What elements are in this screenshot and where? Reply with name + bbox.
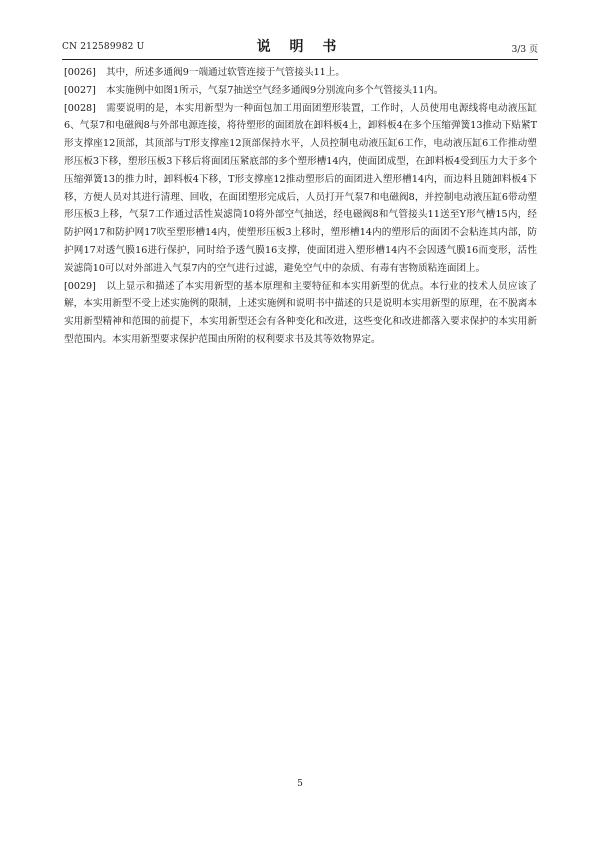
document-number: CN 212589982 U [62,42,145,52]
paragraph-text: 本实施例中如图1所示，气泵7抽送空气经多通阀9分别流向多个气管接头11内。 [106,84,444,96]
paragraph-number: [0028] [64,102,96,114]
document-title: 说 明 书 [256,39,344,55]
paragraph-0028 [64,100,537,278]
paragraph-text: 其中，所述多通阀9一端通过软管连接于气管接头11上。 [106,67,345,78]
page-counter: 3/3 页 [511,45,538,55]
paragraph-0029 [64,278,537,349]
paragraph-number: [0027] [64,84,96,96]
page-header [62,36,538,58]
page-number: 5 [297,779,303,789]
paragraph-text: 需要说明的是，本实用新型为一种面包加工用面团塑形装置，工作时，人员使用电源线将电动液压缸6、气泵7和电磁阀8与外部电源连接，将待塑形的面团放在卸料板4上，卸料板4在多个压缩弹簧13推动下贴紧T形支撑座12顶部，其顶部与T形支撑座12顶部保持水平，人员控制电动液压缸6工作，电动液压缸6工作推动塑形压板3下移，塑形压板3下移后将面团压紧底部的多个塑形槽14内，使面团成型，在卸料板4受到压力大于多个压缩弹簧13的推力时，卸料板4下移，T形支撑座12推动塑形后的面团进入塑形槽14内，而边料且随卸料板4下移，方便人员对其进行清理、回收，在面团塑形完成后，人员打开气泵7和电磁阀8，并控制电动液压缸6带动塑形压板3上移，气泵7工作通过活性炭滤筒10将外部空气抽送，经电磁阀8和气管接头11送至Y形气槽15内，经防护网17和防护网17吹至塑形槽14内，使塑形压板3上移时，塑形槽14内的塑形后的面团不会粘连其内部，防护网17对透气膜16进行保护，同时给予透气膜16支撑，使面团进入塑形槽14内不会因透气膜16而变形，活性炭滤筒10可以对外部进入气泵7内的空气进行过滤，避免空气中的杂质、有毒有害物质粘连面团上。 [64,102,537,274]
paragraph-number: [0026] [64,67,96,78]
header-divider [62,59,538,60]
paragraph-number: [0029] [64,280,96,292]
paragraph-text: 以上显示和描述了本实用新型的基本原理和主要特征和本实用新型的优点。本行业的技术人员应该了解，本实用新型不受上述实施例的限制，上述实施例和说明书中描述的只是说明本实用新型的原理，在不脱离本实用新型精神和范围的前提下，本实用新型还会有各种变化和改进，这些变化和改进都落入要求保护的本实用新型范围内。本实用新型要求保护范围由所附的权利要求书及其等效物界定。 [64,280,537,345]
paragraph-0027 [64,82,537,100]
paragraph-0026 [64,64,537,82]
document-body [64,64,537,349]
